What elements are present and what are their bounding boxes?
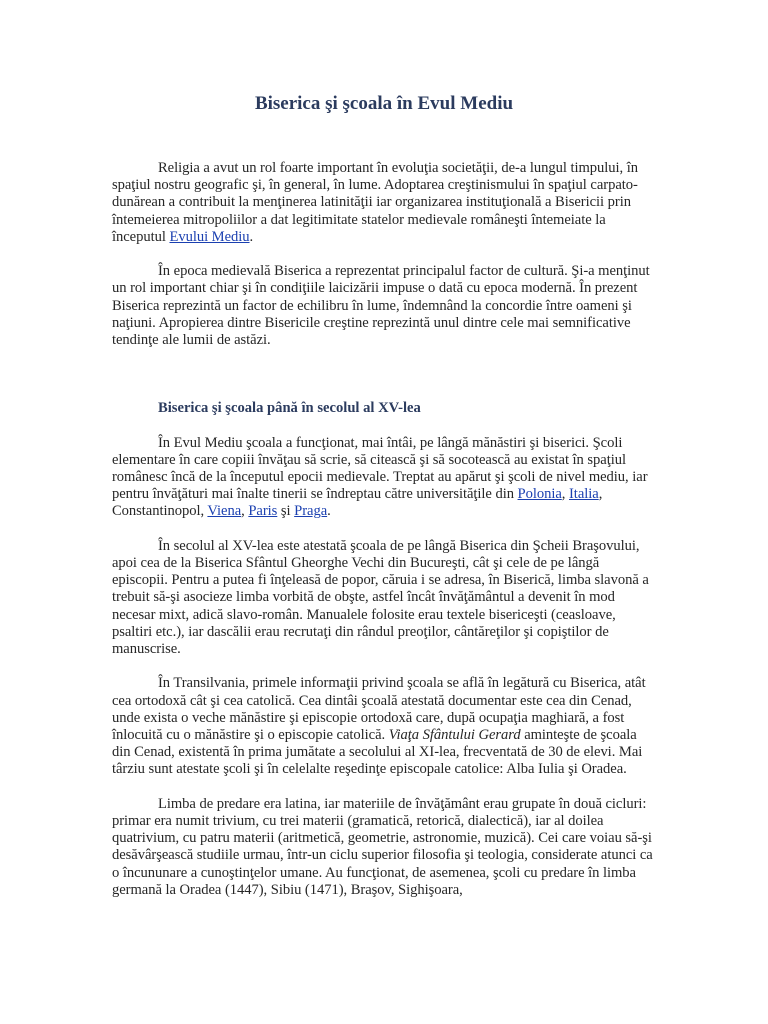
paragraph-intro-text: Religia a avut un rol foarte important în evoluţia societăţii, de-a lungul timpului, în spaţiul nostru geografic şi, în general, în lume. Adoptarea creştinismului în spaţiul carpato-dunărean a contribuit la menţinerea latinităţii iar organizarea instituţională a Bisericii prin întemeierea mitropoliilor a dat legitimitate statelor medievale româneşti întemeiate la începutul — [112, 160, 638, 245]
link-evul-mediu[interactable]: Evului Mediu — [169, 228, 250, 245]
link-italia[interactable]: Italia — [569, 486, 599, 503]
paragraph-scoala-evul-mediu: În Evul Mediu şcoala a funcţionat, mai întâi, pe lângă mănăstiri şi biserici. Şcoli elementare în care copiii învăţau să scrie, să citească şi să socotească au existat în spaţiul românesc încă de la începutul epocii medievale. Treptat au apărut şi şcoli de nivel mediu, iar pentru învăţături mai înalte tinerii se îndreptau către universităţile din Polonia, Italia, Constantinopol, Viena, Paris şi Praga. — [112, 434, 648, 520]
paragraph-limba-de-predare: Limba de predare era latina, iar materiile de învăţământ erau grupate în două cicluri: primar era numit trivium, cu trei materii (gramatică, retorică, dialectică), iar al doilea quatrivium, cu patru materii (aritmetică, geometrie, astronomie, muzică). Cei care voiau să-şi desăvârşească studiile urmau, într-un ciclu superior filosofia şi teologia, considerate atunci ca o încununare a cunoştinţelor umane. Au funcţionat, de asemenea, şcoli cu predare în limba germană la Oradea (1447), Sibiu (1471), Braşov, Sighişoara, — [112, 795, 653, 898]
link-polonia[interactable]: Polonia — [517, 486, 562, 503]
paragraph-secolul-xv: În secolul al XV-lea este atestată şcoala de pe lângă Biserica din Şcheii Braşovului, apoi cea de la Biserica Sfântul Gheorghe Vechi din Bucureşti, cât şi cele de pe lângă episcopii. Pentru a putea fi înţeleasă de popor, căruia i se adresa, în Biserică, limba slavonă a trebuit să-şi asocieze limba vorbită de obşte, astfel încât învăţământul a devenit în mod necesar mixt, adică slavo-român. Manualele folosite erau textele bisericeşti (ceasloave, psaltiri etc.), iar dascălii erau recrutaţi din rândul preoţilor, cântăreţilor şi copiştilor de manuscrise. — [112, 537, 649, 658]
link-viena[interactable]: Viena — [207, 503, 242, 520]
link-paris[interactable]: Paris — [248, 503, 278, 520]
italic-title: Viaţa Sfântului Gerard — [388, 727, 521, 744]
paragraph-intro: Religia a avut un rol foarte important în evoluţia societăţii, de-a lungul timpului, în spaţiul nostru geografic şi, în general, în lume. Adoptarea creştinismului în spaţiul carpato-dunărean a contribuit la menţinerea latinităţii iar organizarea instituţională a Bisericii prin întemeierea mitropoliilor a dat legitimitate statelor medievale româneşti întemeiate la începutul Evului Mediu. — [112, 160, 638, 245]
paragraph-transilvania: În Transilvania, primele informaţii privind şcoala se află în legătură cu Biserica, atât cea ortodoxă cât şi cea catolică. Cea dintâi şcoală atestată documentar este cea din Cenad, unde exista o veche mănăstire şi episcopie ortodoxă care, după ocupaţia maghiară, a fost înlocuită cu o mănăstire şi o episcopie catolică. Viaţa Sfântului Gerard aminteşte de şcoala din Cenad, existentă în prima jumătate a secolului al XI-lea, frecventată de 30 de elevi. Mai târziu sunt atestate şcoli şi în celelalte reşedinţe episcopale catolice: Alba Iulia şi Oradea. — [112, 675, 646, 778]
paragraph-epoca-medievala: În epoca medievală Biserica a reprezentat principalul factor de cultură. Şi-a menţinut un rol important chiar şi în condiţiile laicizării impuse o dată cu epoca modernă. În prezent Biserica reprezintă un factor de echilibru în lume, îndemnând la concordie între oameni şi naţiuni. Apropierea dintre Bisericile creştine reprezintă unul dintre cele mai semnificative tendinţe ale lumii de astăzi. — [112, 263, 650, 349]
link-praga[interactable]: Praga — [294, 503, 328, 520]
document-title: Biserica şi şcoala în Evul Mediu — [254, 93, 514, 114]
section-title: Biserica şi şcoala până în secolul al XV-lea — [158, 400, 421, 417]
